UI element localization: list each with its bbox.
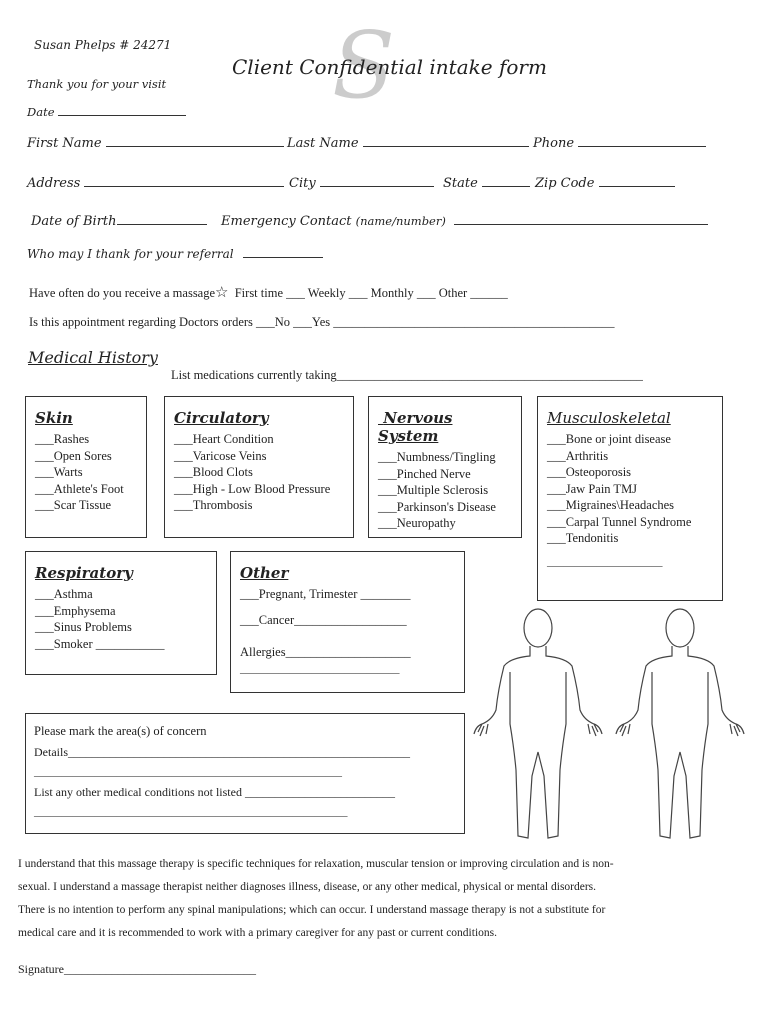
state-field: [443, 174, 530, 191]
referral-field: [27, 245, 323, 261]
other-conditions-line[interactable]: _________________________________________________________: [34, 806, 348, 818]
last-name-input-line[interactable]: [363, 134, 529, 147]
other-title: Other: [240, 564, 289, 582]
musculoskeletal-section: [537, 396, 723, 601]
signature-field[interactable]: Signature________________________________: [18, 962, 256, 976]
checklist-item[interactable]: ___Parkinson's Disease: [378, 499, 496, 514]
respiratory-section: [25, 551, 217, 675]
phone-field: [533, 134, 706, 151]
date-field: [27, 103, 186, 119]
mark-area-prompt: Please mark the area(s) of concern: [34, 724, 207, 738]
last-name-label: Last Name: [287, 136, 359, 151]
address-input-line[interactable]: [84, 174, 284, 187]
zip-input-line[interactable]: [599, 174, 675, 187]
skin-section: [25, 396, 147, 538]
checklist-item[interactable]: ___Bone or joint disease: [547, 432, 671, 446]
referral-input-line[interactable]: [243, 245, 323, 258]
city-label: City: [289, 176, 316, 191]
frequency-options[interactable]: First time ___ Weekly ___ Monthly ___ Other ______: [234, 286, 508, 300]
skin-title: Skin: [35, 409, 73, 427]
checklist-item[interactable]: ___Heart Condition: [174, 432, 274, 446]
nervous-title-2: System: [378, 427, 439, 445]
disclaimer-line: There is no intention to perform any spinal manipulations; which can occur. I understand massage therapy is not a substitute for: [18, 904, 606, 916]
nervous-section: [368, 396, 522, 538]
monogram-logo: S: [332, 12, 396, 119]
checklist-item[interactable]: ___Blood Clots: [174, 465, 253, 479]
other-conditions-field[interactable]: List any other medical conditions not listed _________________________: [34, 785, 395, 799]
checklist-item[interactable]: ___Neuropathy: [378, 516, 456, 530]
last-name-field: [287, 134, 529, 151]
pregnant-item[interactable]: ___Pregnant, Trimester ________: [240, 587, 411, 601]
checklist-item[interactable]: ___Tendonitis: [547, 531, 619, 545]
city-input-line[interactable]: [320, 174, 434, 187]
disclaimer-line: sexual. I understand a massage therapist neither diagnoses illness, disease, or any other medical, physical or mental disorders.: [18, 881, 597, 893]
emergency-field: [221, 212, 708, 229]
checklist-item[interactable]: ___Jaw Pain TMJ: [547, 481, 638, 496]
allergies-line[interactable]: _____________________________: [240, 662, 400, 675]
phone-input-line[interactable]: [578, 134, 706, 147]
body-diagram[interactable]: [470, 600, 760, 850]
musculoskeletal-title: Musculoskeletal: [547, 409, 671, 427]
state-label: State: [443, 176, 478, 191]
medications-field[interactable]: List medications currently taking_________________________________________________: [171, 368, 643, 382]
checklist-item[interactable]: ___Arthritis: [547, 448, 609, 463]
checklist-item[interactable]: ___Multiple Sclerosis: [378, 483, 489, 497]
address-field: [27, 174, 284, 191]
disclaimer: [18, 853, 753, 945]
nervous-title-1: Nervous: [383, 409, 453, 427]
checklist-item[interactable]: ___Osteoporosis: [547, 465, 632, 479]
first-name-label: First Name: [27, 136, 102, 151]
address-label: Address: [27, 176, 81, 191]
phone-label: Phone: [533, 136, 575, 151]
thanks-text: Thank you for your visit: [27, 77, 167, 91]
state-input-line[interactable]: [482, 174, 530, 187]
disclaimer-line: I understand that this massage therapy is specific techniques for relaxation, muscular tension or improving circulation and is non-: [18, 858, 614, 870]
checklist-item[interactable]: ___Smoker ___________: [35, 636, 165, 651]
checklist-item[interactable]: ___Open Sores: [35, 448, 112, 463]
checklist-item[interactable]: ___Sinus Problems: [35, 620, 132, 634]
body-front-figure[interactable]: [474, 609, 602, 838]
details-line[interactable]: ________________________________________________________: [34, 766, 342, 778]
owner-id: Susan Phelps # 24271: [34, 38, 172, 52]
checklist-item[interactable]: ___High - Low Blood Pressure: [174, 481, 331, 496]
cancer-item[interactable]: ___Cancer__________________: [240, 612, 407, 627]
checklist-item[interactable]: ___Varicose Veins: [174, 448, 267, 463]
musculoskeletal-blank[interactable]: _____________________: [547, 555, 663, 568]
form-title: Client Confidential intake form: [232, 55, 547, 79]
other-section: [230, 551, 465, 693]
nervous-title: [378, 409, 521, 427]
zip-label: Zip Code: [535, 176, 595, 191]
checklist-item[interactable]: ___Numbness/Tingling: [378, 450, 496, 464]
city-field: [289, 174, 434, 191]
first-name-field: [27, 134, 284, 151]
checklist-item[interactable]: ___Thrombosis: [174, 498, 253, 512]
medical-history-heading: Medical History: [28, 348, 158, 367]
concern-section: [25, 713, 465, 834]
frequency-question: [29, 283, 508, 302]
star-icon: ☆: [215, 285, 229, 301]
emergency-label: Emergency Contact: [221, 214, 352, 229]
doctor-orders-question[interactable]: Is this appointment regarding Doctors orders ___No ___Yes _____________________________________________: [29, 315, 615, 329]
checklist-item[interactable]: ___Warts: [35, 465, 83, 479]
dob-label: Date of Birth: [31, 214, 117, 229]
date-label: Date: [27, 105, 55, 119]
emergency-input-line[interactable]: [454, 212, 708, 225]
circulatory-section: [164, 396, 354, 538]
checklist-item[interactable]: ___Migraines\Headaches: [547, 498, 675, 512]
circulatory-title: Circulatory: [174, 409, 269, 427]
date-input-line[interactable]: [58, 103, 186, 116]
zip-field: [535, 174, 675, 191]
checklist-item[interactable]: ___Pinched Nerve: [378, 466, 471, 481]
checklist-item[interactable]: ___Asthma: [35, 587, 93, 601]
allergies-item[interactable]: Allergies____________________: [240, 645, 411, 659]
checklist-item[interactable]: ___Scar Tissue: [35, 498, 112, 512]
frequency-label: Have often do you receive a massage: [29, 286, 216, 300]
disclaimer-line: medical care and it is recommended to work with a primary caregiver for any past or current conditions.: [18, 927, 497, 939]
checklist-item[interactable]: ___Athlete's Foot: [35, 481, 124, 496]
checklist-item[interactable]: ___Carpal Tunnel Syndrome: [547, 514, 692, 529]
details-field[interactable]: Details_________________________________________________________: [34, 745, 410, 759]
dob-input-line[interactable]: [117, 212, 207, 225]
respiratory-title: Respiratory: [35, 564, 133, 582]
dob-field: [31, 212, 207, 229]
body-back-figure[interactable]: [616, 609, 744, 838]
emergency-hint: (name/number): [355, 214, 446, 228]
referral-label: Who may I thank for your referral: [27, 247, 234, 261]
checklist-item[interactable]: ___Rashes: [35, 432, 90, 446]
checklist-item[interactable]: ___Emphysema: [35, 603, 116, 618]
first-name-input-line[interactable]: [106, 134, 284, 147]
